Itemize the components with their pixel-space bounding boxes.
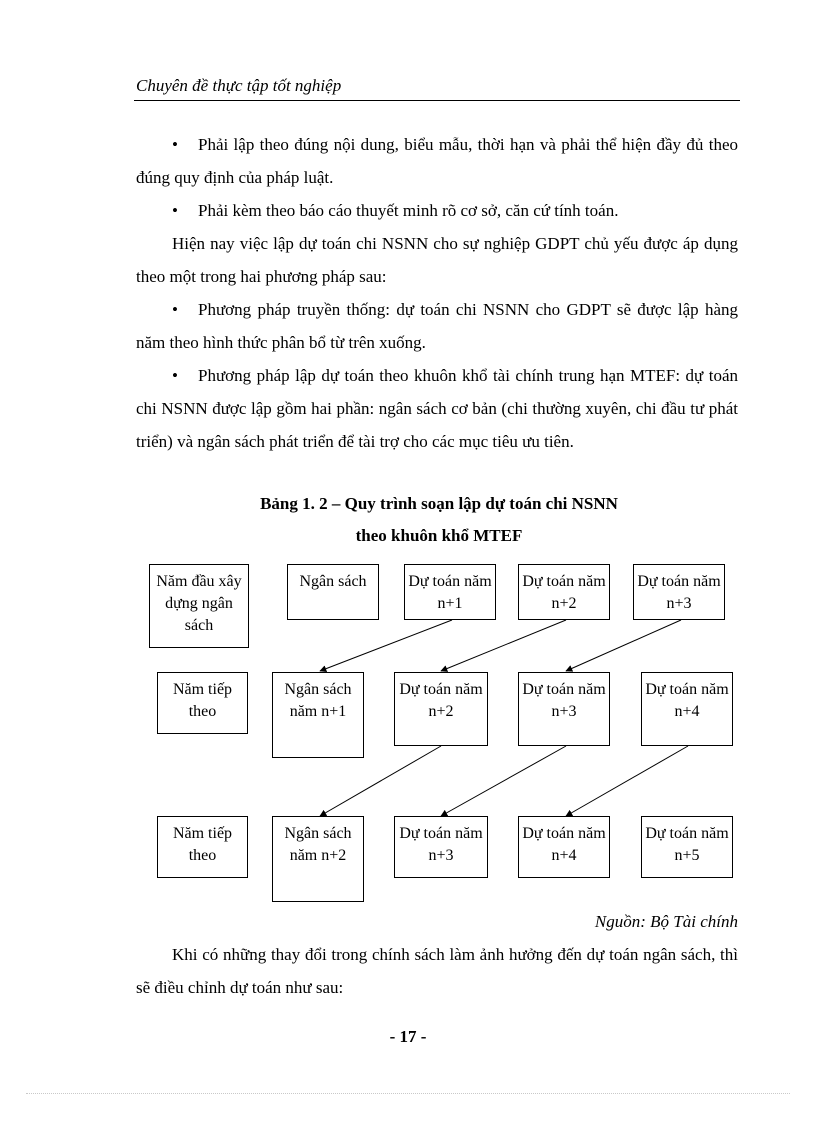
bullet-dot-icon: •	[172, 366, 178, 385]
bullet-dot-icon: •	[172, 201, 178, 220]
row1-label-box: Năm đầu xây dựng ngân sách	[149, 564, 249, 648]
source-note: Nguồn: Bộ Tài chính	[594, 912, 738, 931]
row3-label-box: Năm tiếp theo	[157, 816, 248, 878]
row1-estimate-n2-box: Dự toán năm n+2	[518, 564, 610, 620]
intro-paragraph: Hiện nay việc lập dự toán chi NSNN cho sự nghiệp GDPT chủ yếu được áp dụng theo một trong hai phương pháp sau:	[136, 234, 738, 286]
row1-estimate-n3-box: Dự toán năm n+3	[633, 564, 725, 620]
page-number: - 17 -	[389, 1027, 427, 1046]
row3-estimate-n3-box: Dự toán năm n+3	[394, 816, 488, 878]
bullet-dot-icon: •	[172, 135, 178, 154]
arrow-r1-c4-to-r2-c3	[566, 620, 681, 671]
bullet-text-2: Phải kèm theo báo cáo thuyết minh rõ cơ sở, căn cứ tính toán.	[198, 201, 619, 220]
bullet-dot-icon: •	[172, 300, 178, 319]
row3-estimate-n5-box: Dự toán năm n+5	[641, 816, 733, 878]
page-bottom-divider	[26, 1093, 790, 1094]
row2-estimate-n3-box: Dự toán năm n+3	[518, 672, 610, 746]
running-header: Chuyên đề thực tập tốt nghiệp	[136, 76, 342, 95]
row3-estimate-n4-box: Dự toán năm n+4	[518, 816, 610, 878]
row2-label-box: Năm tiếp theo	[157, 672, 248, 734]
row3-budget-box: Ngân sách năm n+2	[272, 816, 364, 902]
closing-paragraph: Khi có những thay đổi trong chính sách làm ảnh hưởng đến dự toán ngân sách, thì sẽ điều chỉnh dự toán như sau:	[136, 945, 738, 997]
arrow-r1-c3-to-r2-c2	[441, 620, 566, 671]
row2-estimate-n4-box: Dự toán năm n+4	[641, 672, 733, 746]
bullet-text-3: Phương pháp truyền thống: dự toán chi NSNN cho GDPT sẽ được lập hàng năm theo hình thức phân bổ từ trên xuống.	[136, 300, 738, 352]
row2-estimate-n2-box: Dự toán năm n+2	[394, 672, 488, 746]
arrow-r2-c4-to-r3-c3	[566, 746, 688, 816]
bullet-text-4: Phương pháp lập dự toán theo khuôn khổ tài chính trung hạn MTEF: dự toán chi NSNN được lập gồm hai phần: ngân sách cơ bản (chi thường xuyên, chi đầu tư phát triển) và ngân sách phát triển để tài trợ cho các mục tiêu ưu tiên.	[136, 366, 738, 451]
arrow-r2-c3-to-r3-c2	[441, 746, 566, 816]
bullet-text-1: Phải lập theo đúng nội dung, biểu mẫu, thời hạn và phải thể hiện đầy đủ theo đúng quy định của pháp luật.	[136, 135, 738, 187]
arrow-r1-c2-to-r2-c1	[320, 620, 452, 671]
table-title-line1: Bảng 1. 2 – Quy trình soạn lập dự toán chi NSNN	[260, 494, 618, 513]
row2-budget-box: Ngân sách năm n+1	[272, 672, 364, 758]
row1-estimate-n1-box: Dự toán năm n+1	[404, 564, 496, 620]
table-title-line2: theo khuôn khổ MTEF	[355, 526, 523, 545]
row1-budget-box: Ngân sách	[287, 564, 379, 620]
